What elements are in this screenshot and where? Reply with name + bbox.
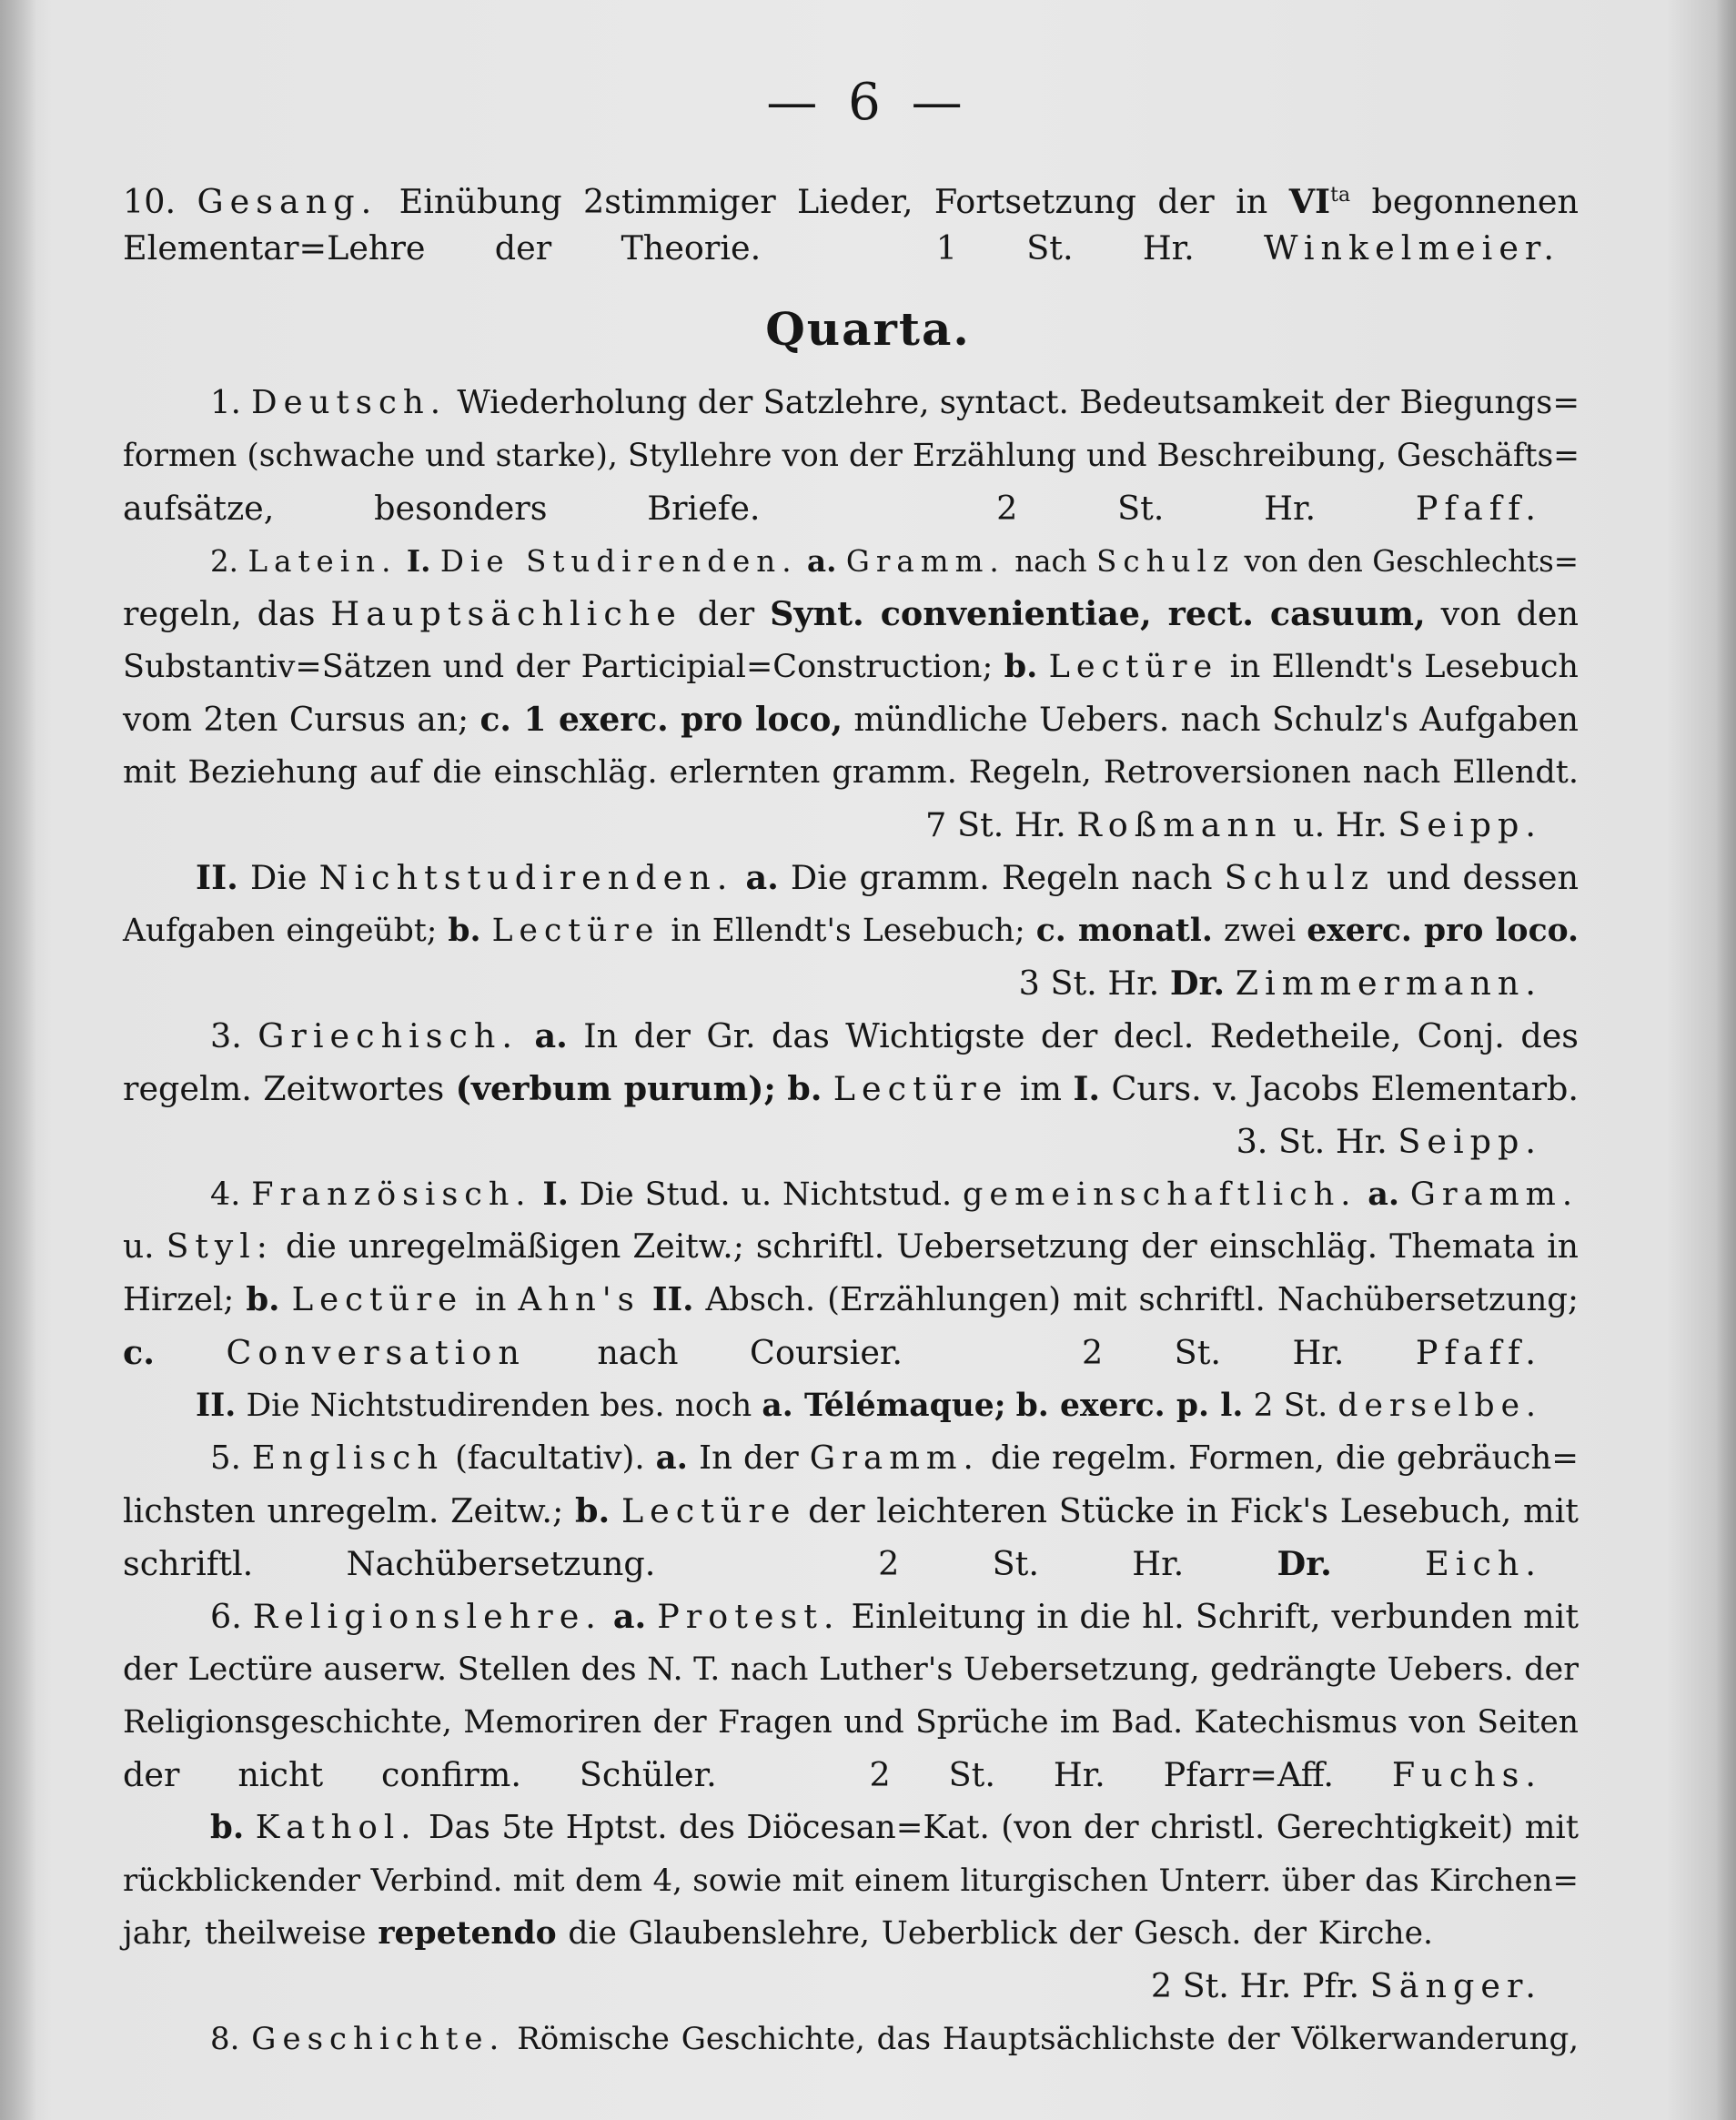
- line-franz-3: Hirzel; b. Lectüre in Ahn's II. Absch. (Erzählungen) mit schriftl. Nachübersetzung;: [123, 1281, 1579, 1318]
- line-religion-4: der nicht confirm. Schüler. 2 St. Hr. Pfarr=Aff. Fuchs.: [123, 1755, 1542, 1794]
- line-latein-nicht-2: Aufgaben eingeübt; b. Lectüre in Ellendt's Lesebuch; c. monatl. zwei exerc. pro loco.: [123, 913, 1579, 949]
- line-deutsch-3: aufsätze, besonders Briefe. 2 St. Hr. Pfaff.: [123, 489, 1543, 528]
- line-latein-6: 7 St. Hr. Roßmann u. Hr. Seipp.: [925, 805, 1542, 844]
- line-latein-nicht-1: II. Die Nichtstudirenden. a. Die gramm. Regeln nach Schulz und dessen: [196, 858, 1579, 897]
- line-deutsch-2: formen (schwache und starke), Styllehre von der Erzählung und Beschreibung, Geschäfts=: [123, 438, 1580, 474]
- line-latein-2: regeln, das Hauptsächliche der Synt. convenientiae, rect. casuum, von den: [123, 594, 1580, 633]
- page-number: — 6 —: [766, 73, 970, 132]
- line-englisch-3: schriftl. Nachübersetzung. 2 St. Hr. Dr. Eich.: [123, 1544, 1543, 1583]
- line-franz-1: 4. Französisch. I. Die Stud. u. Nichtstud. gemeinschaftlich. a. Gramm.: [210, 1176, 1579, 1213]
- line-englisch-1: 5. Englisch (facultativ). a. In der Gramm. die regelm. Formen, die gebräuch=: [210, 1439, 1579, 1477]
- line-kathol-2: rückblickender Verbind. mit dem 4, sowie mit einem liturgischen Unterr. über das Kirchen=: [123, 1863, 1579, 1899]
- line-franz-2: u. Styl: die unregelmäßigen Zeitw.; schriftl. Uebersetzung der einschläg. Themata in: [123, 1228, 1579, 1266]
- line-griechisch-1: 3. Griechisch. a. In der Gr. das Wichtigste der decl. Redetheile, Conj. des: [210, 1016, 1580, 1055]
- line-latein-nicht-3: 3 St. Hr. Dr. Zimmermann.: [1018, 964, 1542, 1003]
- line-geschichte-1: 8. Geschichte. Römische Geschichte, das Hauptsächlichste der Völkerwanderung,: [210, 2021, 1580, 2057]
- line-englisch-2: lichsten unregelm. Zeitw.; b. Lectüre der leichteren Stücke in Fick's Lesebuch, mit: [123, 1491, 1579, 1530]
- line-kathol-1: b. Kathol. Das 5te Hptst. des Diöcesan=Kat. (von der christl. Gerechtigkeit) mit: [210, 1809, 1579, 1846]
- line-franz-4: c. Conversation nach Coursier. 2 St. Hr. Pfaff.: [123, 1333, 1542, 1372]
- section-heading: Quarta.: [765, 302, 971, 356]
- line-latein-3: Substantiv=Sätzen und der Participial=Construction; b. Lectüre in Ellendt's Lesebuch: [123, 648, 1579, 685]
- line-religion-1: 6. Religionslehre. a. Protest. Einleitung in die hl. Schrift, verbunden mit: [210, 1597, 1579, 1636]
- line-kathol-3: jahr, theilweise repetendo die Glaubenslehre, Ueberblick der Gesch. der Kirche.: [123, 1915, 1434, 1952]
- line-latein-4: vom 2ten Cursus an; c. 1 exerc. pro loco, mündliche Uebers. nach Schulz's Aufgaben: [123, 701, 1579, 739]
- line-religion-3: Religionsgeschichte, Memoriren der Fragen und Sprüche im Bad. Katechismus von Seiten: [123, 1704, 1579, 1741]
- line-deutsch-1: 1. Deutsch. Wiederholung der Satzlehre, syntact. Bedeutsamkeit der Biegungs=: [210, 384, 1580, 421]
- line-kathol-4: 2 St. Hr. Pfr. Sänger.: [1150, 1966, 1542, 2005]
- line-latein-5: mit Beziehung auf die einschläg. erlernten gramm. Regeln, Retroversionen nach Ellendt.: [123, 754, 1579, 791]
- line-griechisch-2: regelm. Zeitwortes (verbum purum); b. Lectüre im I. Curs. v. Jacobs Elementarb.: [123, 1069, 1580, 1108]
- line-religion-2: der Lectüre auserw. Stellen des N. T. nach Luther's Uebersetzung, gedrängte Uebers. der: [123, 1651, 1579, 1688]
- line-latein-1: 2. Latein. I. Die Studirenden. a. Gramm. nach Schulz von den Geschlechts=: [210, 543, 1580, 579]
- line-griechisch-3: 3. St. Hr. Seipp.: [1236, 1122, 1542, 1161]
- line-gesang-2: Elementar=Lehre der Theorie. 1 St. Hr. Winkelmeier.: [123, 228, 1560, 268]
- line-franz-5: II. Die Nichtstudirenden bes. noch a. Télémaque; b. exerc. p. l. 2 St. derselbe.: [196, 1388, 1543, 1424]
- line-gesang-1: 10. Gesang. Einübung 2stimmiger Lieder, Fortsetzung der in $VI^{ta}$ begonnenen: [123, 182, 1580, 222]
